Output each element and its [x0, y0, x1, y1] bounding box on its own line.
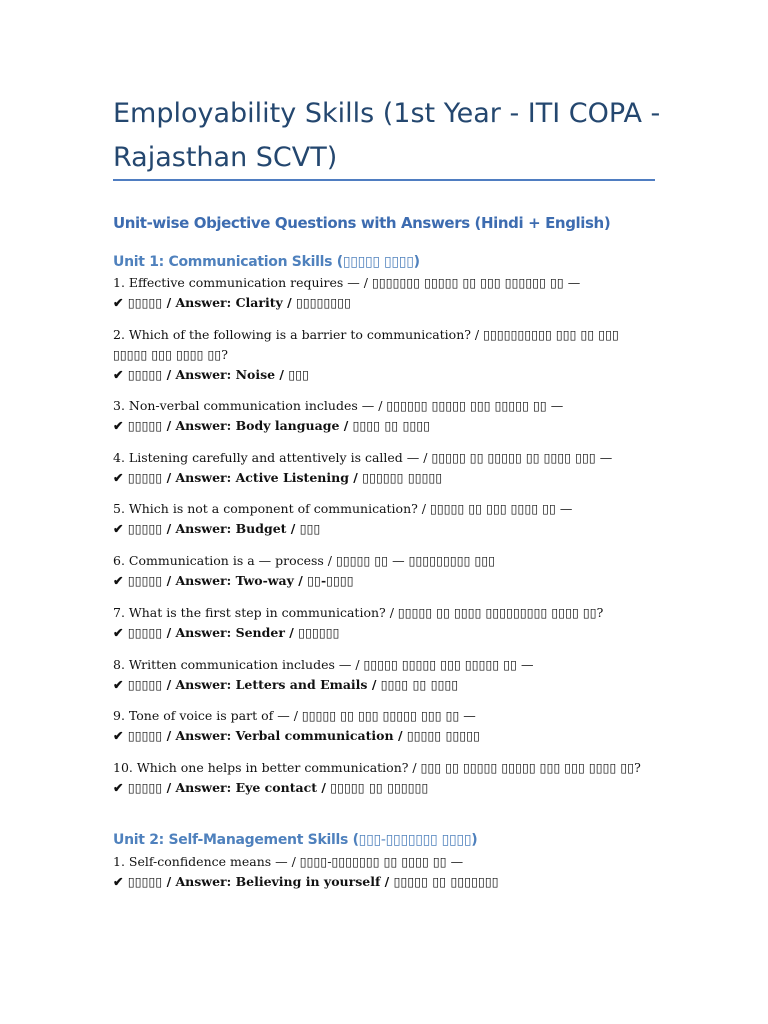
- question-text: 9. Tone of voice is part of — / ▯▯▯▯▯ ▯▯ ▯▯▯ ▯▯▯▯▯ ▯▯▯ ▯▯ —: [113, 708, 476, 723]
- question-item: [113, 551, 653, 591]
- answer-text: ✔ ▯▯▯▯▯ / Answer: Clarity / ▯▯▯▯▯▯▯▯: [113, 295, 352, 310]
- question-text: 6. Communication is a — process / ▯▯▯▯▯ ▯▯ — ▯▯▯▯▯▯▯▯▯ ▯▯▯: [113, 553, 496, 568]
- question-item: [113, 655, 653, 695]
- question-text: 2. Which of the following is a barrier to communication? / ▯▯▯▯▯▯▯▯▯▯ ▯▯▯ ▯▯ ▯▯▯ ▯▯▯▯▯ ▯▯▯ ▯▯▯▯ ▯▯?: [113, 327, 619, 362]
- answer-text: ✔ ▯▯▯▯▯ / Answer: Believing in yourself / ▯▯▯▯▯ ▯▯ ▯▯▯▯▯▯▯: [113, 874, 499, 889]
- unit-heading-hindi: ▯▯▯▯▯ ▯▯▯▯: [342, 254, 414, 270]
- answer-text: ✔ ▯▯▯▯▯ / Answer: Verbal communication / ▯▯▯▯▯ ▯▯▯▯▯: [113, 728, 480, 743]
- unit-heading-hindi: ▯▯▯-▯▯▯▯▯▯▯ ▯▯▯▯: [358, 832, 472, 848]
- document-title: Employability Skills (1st Year - ITI COPA - Rajasthan SCVT): [113, 98, 661, 173]
- question-text: 4. Listening carefully and attentively is called — / ▯▯▯▯▯ ▯▯ ▯▯▯▯▯ ▯▯ ▯▯▯▯ ▯▯▯ —: [113, 450, 613, 465]
- question-text: 1. Effective communication requires — / ▯▯▯▯▯▯▯ ▯▯▯▯▯ ▯▯ ▯▯▯ ▯▯▯▯▯▯ ▯▯ —: [113, 275, 581, 290]
- answer-text: ✔ ▯▯▯▯▯ / Answer: Eye contact / ▯▯▯▯▯ ▯▯ ▯▯▯▯▯▯: [113, 780, 429, 795]
- question-item: [113, 273, 653, 313]
- unit-heading-text: Unit 1: Communication Skills (: [113, 254, 343, 270]
- question-item: [113, 396, 653, 436]
- answer-text: ✔ ▯▯▯▯▯ / Answer: Body language / ▯▯▯▯ ▯▯ ▯▯▯▯: [113, 418, 431, 433]
- title-underline: [113, 179, 655, 181]
- unit-heading-text: Unit 2: Self-Management Skills (: [113, 832, 359, 848]
- answer-text: ✔ ▯▯▯▯▯ / Answer: Budget / ▯▯▯: [113, 521, 321, 536]
- question-item: [113, 499, 653, 539]
- unit-heading-close: ): [471, 832, 478, 848]
- question-item: [113, 448, 653, 488]
- question-text: 8. Written communication includes — / ▯▯▯▯▯ ▯▯▯▯▯ ▯▯▯ ▯▯▯▯▯ ▯▯ —: [113, 657, 534, 672]
- answer-text: ✔ ▯▯▯▯▯ / Answer: Letters and Emails / ▯▯▯▯ ▯▯ ▯▯▯▯: [113, 677, 459, 692]
- question-text: 10. Which one helps in better communication? / ▯▯▯ ▯▯ ▯▯▯▯▯ ▯▯▯▯▯ ▯▯▯ ▯▯▯ ▯▯▯▯ ▯▯?: [113, 760, 641, 775]
- answer-text: ✔ ▯▯▯▯▯ / Answer: Sender / ▯▯▯▯▯▯: [113, 625, 340, 640]
- question-item: [113, 325, 653, 385]
- question-text: 1. Self-confidence means — / ▯▯▯▯-▯▯▯▯▯▯▯ ▯▯ ▯▯▯▯ ▯▯ —: [113, 854, 464, 869]
- unit-1-heading: [113, 250, 420, 274]
- question-item: [113, 706, 653, 746]
- question-text: 5. Which is not a component of communication? / ▯▯▯▯▯ ▯▯ ▯▯▯ ▯▯▯▯ ▯▯ —: [113, 501, 573, 516]
- question-item: [113, 758, 653, 798]
- question-item: [113, 603, 653, 643]
- question-item: [113, 852, 653, 892]
- question-text: 3. Non-verbal communication includes — / ▯▯▯▯▯▯ ▯▯▯▯▯ ▯▯▯ ▯▯▯▯▯ ▯▯ —: [113, 398, 564, 413]
- unit-2-heading: [113, 828, 477, 852]
- answer-text: ✔ ▯▯▯▯▯ / Answer: Noise / ▯▯▯: [113, 367, 309, 382]
- answer-text: ✔ ▯▯▯▯▯ / Answer: Active Listening / ▯▯▯▯▯▯ ▯▯▯▯▯: [113, 470, 443, 485]
- document-subtitle: Unit-wise Objective Questions with Answers (Hindi + English): [113, 214, 611, 232]
- unit-heading-close: ): [413, 254, 420, 270]
- answer-text: ✔ ▯▯▯▯▯ / Answer: Two-way / ▯▯-▯▯▯▯: [113, 573, 354, 588]
- question-text: 7. What is the first step in communication? / ▯▯▯▯▯ ▯▯ ▯▯▯▯ ▯▯▯▯▯▯▯▯▯ ▯▯▯▯ ▯▯?: [113, 605, 604, 620]
